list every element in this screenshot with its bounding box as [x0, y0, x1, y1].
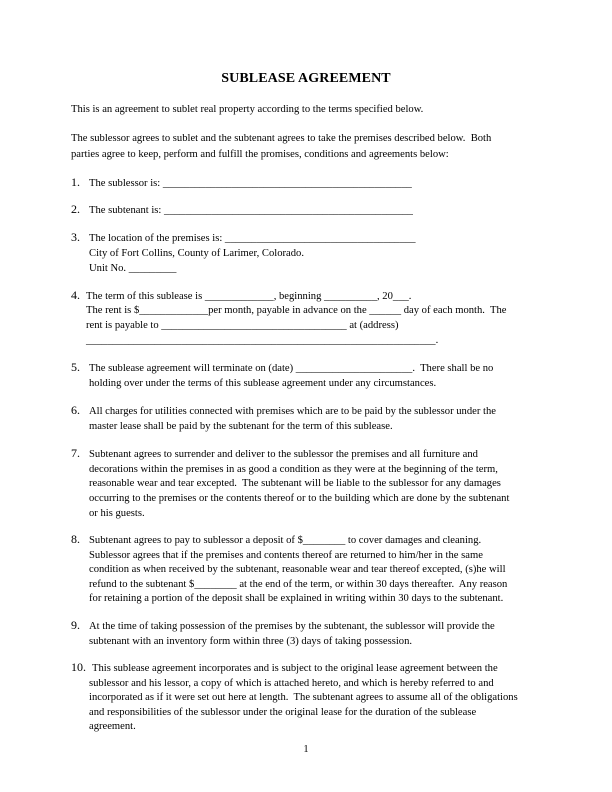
item-number: 9.	[71, 618, 80, 632]
item-text: The sublessor is: _______________________________________________	[89, 178, 412, 189]
item-text: Subtenant agrees to surrender and deliver to the sublessor the premises and all furniture and	[89, 449, 478, 460]
item-text: refund to the subtenant $________ at the end of the term, or within 30 days thereafter. Any reason	[89, 579, 508, 590]
item-text: condition as when received by the subtenant, reasonable wear and tear thereof excepted, (s)he will	[89, 564, 506, 575]
item-text: __________________________________________________________________.	[86, 335, 439, 346]
item-text: Unit No. _________	[89, 263, 177, 274]
item-number: 2.	[71, 202, 80, 216]
item-number: 4.	[71, 288, 80, 302]
item-text: decorations within the premises in as good a condition as they were at the beginning of the term,	[89, 464, 498, 475]
item-number: 10.	[71, 660, 86, 674]
document-title: SUBLEASE AGREEMENT	[221, 71, 391, 86]
item-text: The term of this sublease is _____________, beginning __________, 20___.	[86, 291, 412, 302]
item-text: incorporated as if it were set out here at length. The subtenant agrees to assume all of the obligations	[89, 692, 518, 703]
item-text: At the time of taking possession of the premises by the subtenant, the sublessor will provide the	[89, 621, 495, 632]
item-text: The sublease agreement will terminate on (date) ______________________. There shall be no	[89, 363, 494, 374]
item-text: occurring to the premises or the contents thereof or to the building which are done by the subtenant	[89, 493, 510, 504]
item-text: master lease shall be paid by the subtenant for the term of this sublease.	[89, 421, 393, 432]
preamble-line: The sublessor agrees to sublet and the subtenant agrees to take the premises described below. Both	[71, 133, 492, 144]
item-text: and responsibilities of the sublessor under the original lease for the duration of the sublease	[89, 707, 477, 718]
item-text: All charges for utilities connected with premises which are to be paid by the sublessor under the	[89, 406, 496, 417]
item-text: subtenant with an inventory form within three (3) days of taking possession.	[89, 636, 413, 647]
item-text: or his guests.	[89, 508, 145, 519]
item-number: 3.	[71, 230, 80, 244]
item-text: Sublessor agrees that if the premises and contents thereof are returned to him/her in the same	[89, 550, 483, 561]
preamble-line: parties agree to keep, perform and fulfill the promises, conditions and agreements below:	[71, 149, 449, 160]
item-number: 1.	[71, 175, 80, 189]
item-text: for retaining a portion of the deposit shall be explained in writing within 30 days to the subtenant.	[89, 593, 504, 604]
item-text: rent is payable to ___________________________________ at (address)	[86, 320, 399, 331]
page-number: 1	[303, 744, 309, 755]
item-text: The location of the premises is: ____________________________________	[89, 233, 416, 244]
item-text: reasonable wear and tear excepted. The subtenant will be liable to the sublessor for any damages	[89, 478, 501, 489]
item-number: 5.	[71, 360, 80, 374]
item-text: holding over under the terms of this sublease agreement under any circumstances.	[89, 378, 437, 389]
item-text: The rent is $_____________per month, payable in advance on the ______ day of each month. The	[86, 305, 507, 316]
item-text: Subtenant agrees to pay to sublessor a deposit of $________ to cover damages and cleaning.	[89, 535, 482, 546]
item-text: The subtenant is: _______________________________________________	[89, 205, 413, 216]
item-number: 6.	[71, 403, 80, 417]
item-text: This sublease agreement incorporates and is subject to the original lease agreement between the	[92, 663, 498, 674]
item-number: 8.	[71, 532, 80, 546]
item-text: agreement.	[89, 721, 136, 732]
item-text: sublessor and his lessor, a copy of which is attached hereto, and which is hereby referred to and	[89, 678, 494, 689]
intro-text: This is an agreement to sublet real property according to the terms specified below.	[71, 104, 424, 115]
item-number: 7.	[71, 446, 80, 460]
item-text: City of Fort Collins, County of Larimer, Colorado.	[89, 248, 304, 259]
